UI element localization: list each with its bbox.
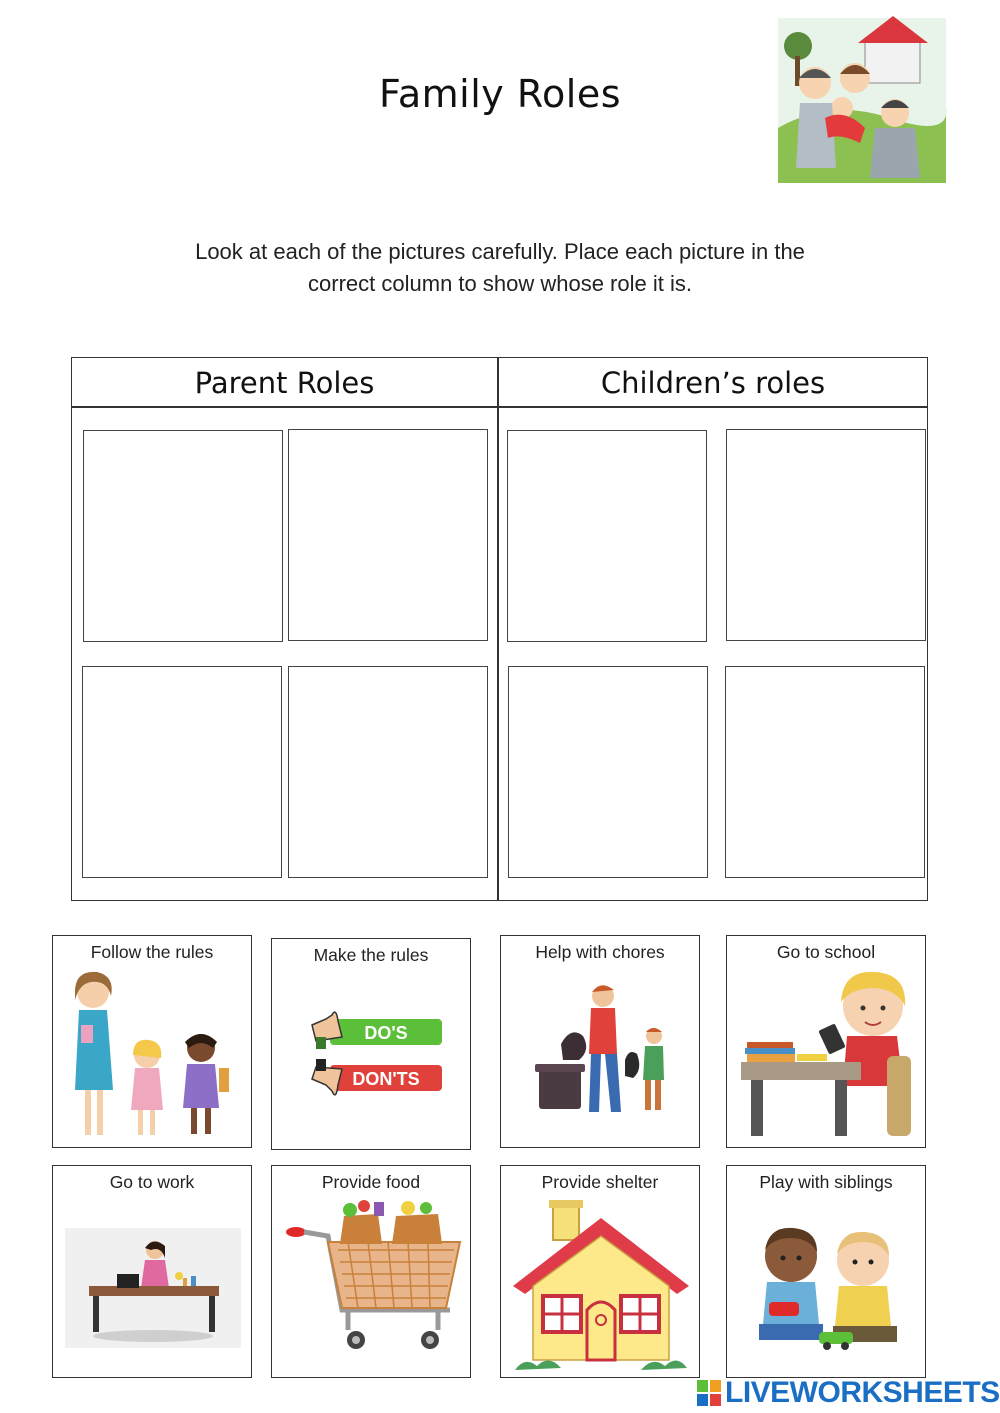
family-illustration [770, 8, 950, 188]
card-label: Go to school [776, 942, 876, 962]
instructions [150, 236, 850, 300]
teacher-children-illustration [61, 970, 245, 1142]
siblings-playing-illustration [739, 1220, 915, 1360]
donts-label: DON'TS [352, 1069, 420, 1089]
card-go-to-work[interactable] [52, 1165, 252, 1378]
chores-illustration [521, 974, 686, 1134]
student-desk-illustration [737, 966, 919, 1144]
card-go-to-school[interactable] [726, 935, 926, 1148]
page-title: Family Roles [378, 72, 622, 116]
card-provide-food[interactable] [271, 1165, 471, 1378]
watermark-text: LIVEWORKSHEETS [725, 1376, 1000, 1409]
card-follow-the-rules[interactable] [52, 935, 252, 1148]
liveworksheets-logo-icon [697, 1380, 721, 1406]
sorting-table [71, 357, 928, 901]
children-drop-zone[interactable] [507, 430, 707, 642]
card-help-with-chores[interactable] [500, 935, 700, 1148]
shopping-cart-illustration [278, 1200, 466, 1370]
card-label: Help with chores [535, 942, 665, 962]
house-illustration [511, 1200, 691, 1372]
card-label: Provide shelter [541, 1172, 659, 1192]
children-drop-zone[interactable] [508, 666, 708, 878]
card-label: Make the rules [313, 945, 429, 965]
office-worker-illustration [65, 1228, 241, 1352]
dos-label: DO'S [364, 1023, 408, 1043]
card-label: Go to work [109, 1172, 195, 1192]
card-make-the-rules[interactable] [271, 938, 471, 1150]
parent-drop-zone[interactable] [82, 666, 282, 878]
card-play-with-siblings[interactable] [726, 1165, 926, 1378]
card-label: Play with siblings [759, 1172, 893, 1192]
instructions-line-1: Look at each of the pictures carefully. Place each picture in the [195, 239, 805, 264]
children-drop-zone[interactable] [726, 429, 926, 641]
header-divider [72, 406, 927, 408]
parent-drop-zone[interactable] [288, 666, 488, 878]
column-divider [497, 358, 499, 900]
liveworksheets-watermark [697, 1376, 1000, 1410]
parent-roles-heading: Parent Roles [194, 366, 375, 400]
card-provide-shelter[interactable] [500, 1165, 700, 1378]
dos-donts-illustration [302, 997, 447, 1117]
children-drop-zone[interactable] [725, 666, 925, 878]
parent-drop-zone[interactable] [83, 430, 283, 642]
card-label: Follow the rules [90, 942, 214, 962]
parent-drop-zone[interactable] [288, 429, 488, 641]
instructions-line-2: correct column to show whose role it is. [308, 271, 692, 296]
childrens-roles-heading: Children’s roles [600, 366, 826, 400]
card-label: Provide food [321, 1172, 421, 1192]
